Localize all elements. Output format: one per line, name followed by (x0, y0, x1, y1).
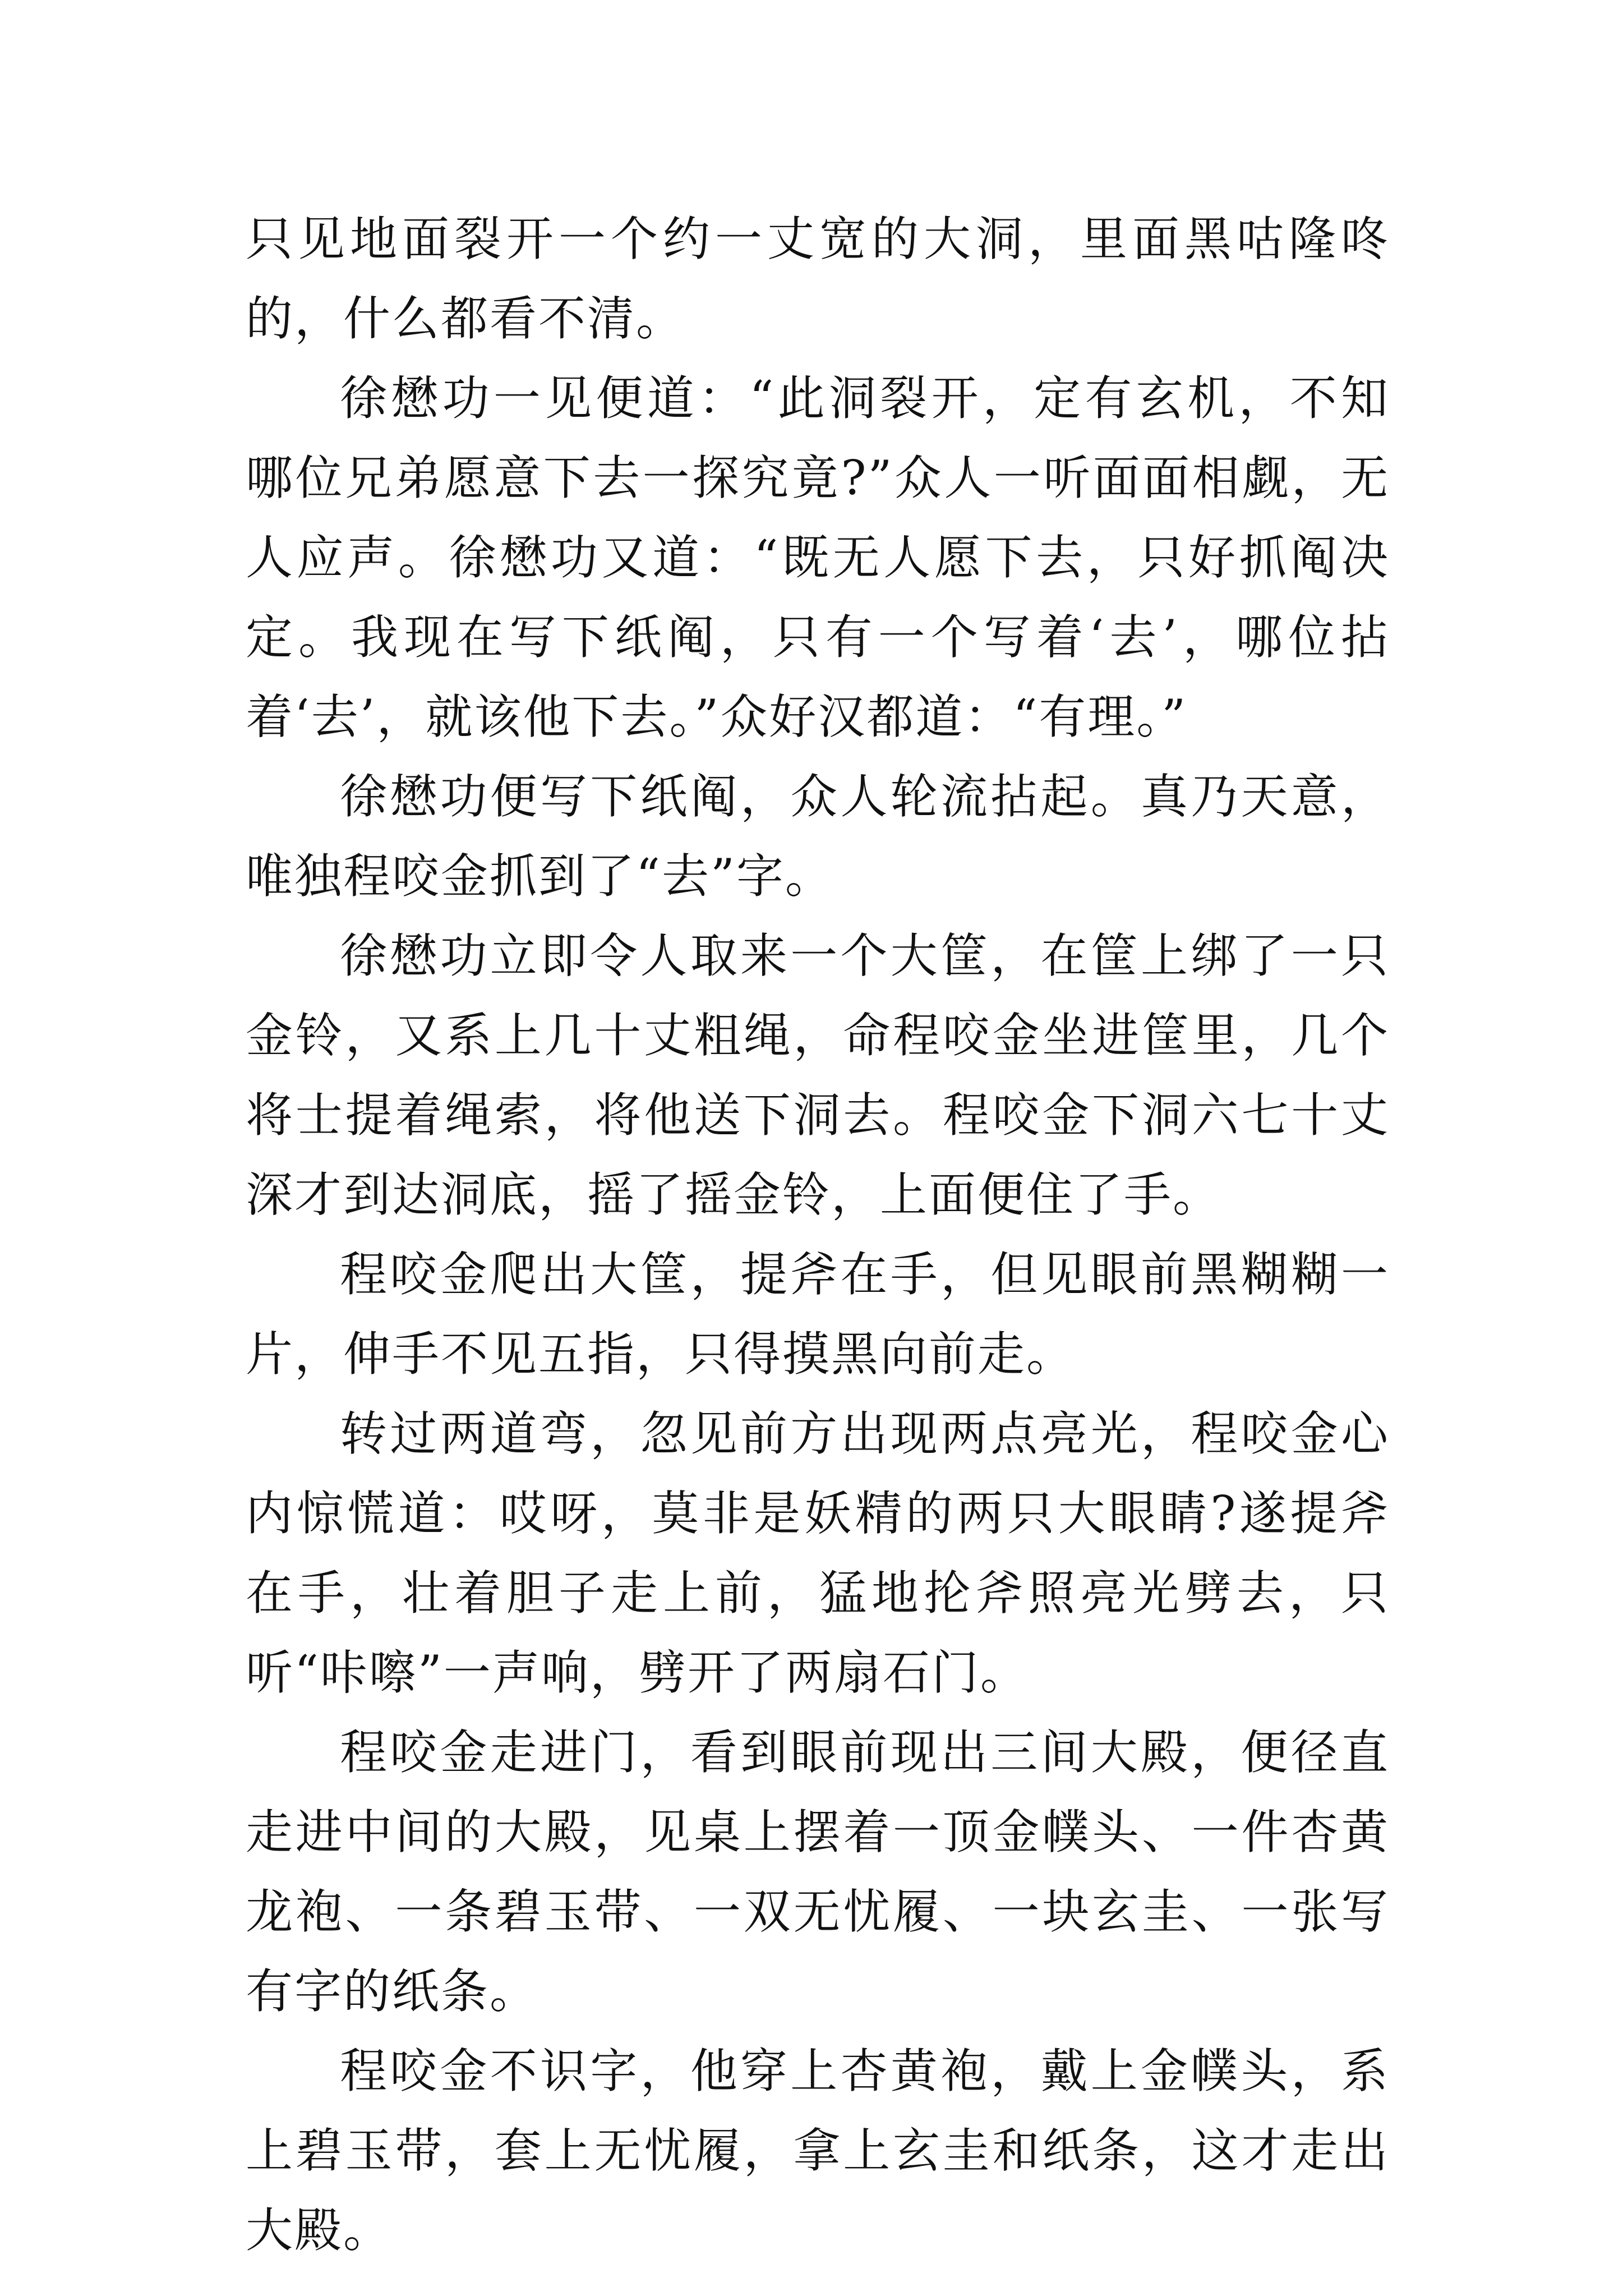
paragraph-4: 徐懋功立即令人取来一个大筐，在筐上绑了一只金铃，又系上几十丈粗绳，命程咬金坐进筐里，几个将士提着绳索，将他送下洞去。程咬金下洞六七十丈深才到达洞底，摇了摇金铃，上面便住了手。 (246, 928, 1390, 1222)
paragraph-6: 转过两道弯，忽见前方出现两点亮光，程咬金心内惊慌道：哎呀，莫非是妖精的两只大眼睛?遂提斧在手，壮着胆子走上前，猛地抡斧照亮光劈去，只听“咔嚓”一声响，劈开了两扇石门。 (246, 1406, 1390, 1700)
paragraph-8: 程咬金不识字，他穿上杏黄袍，戴上金幞头，系上碧玉带，套上无忧履，拿上玄圭和纸条，这才走出大殿。 (246, 2044, 1390, 2258)
paragraph-7: 程咬金走进门，看到眼前现出三间大殿，便径直走进中间的大殿，见桌上摆着一顶金幞头、一件杏黄龙袍、一条碧玉带、一双无忧履、一块玄圭、一张写有字的纸条。 (246, 1725, 1390, 2019)
body-text (246, 199, 1390, 2270)
paragraph-3: 徐懋功便写下纸阄，众人轮流拈起。真乃天意，唯独程咬金抓到了“去”字。 (246, 769, 1390, 904)
paragraph-2: 徐懋功一见便道：“此洞裂开，定有玄机，不知哪位兄弟愿意下去一探究竟?”众人一听面面相觑，无人应声。徐懋功又道：“既无人愿下去，只好抓阄决定。我现在写下纸阄，只有一个写着‘去’，哪位拈着‘去’，就该他下去。”众好汉都道：“有理。” (246, 371, 1390, 744)
paragraph-5: 程咬金爬出大筐，提斧在手，但见眼前黑糊糊一片，伸手不见五指，只得摸黑向前走。 (246, 1247, 1390, 1382)
paragraph-1: 只见地面裂开一个约一丈宽的大洞，里面黑咕隆咚的，什么都看不清。 (246, 211, 1390, 346)
